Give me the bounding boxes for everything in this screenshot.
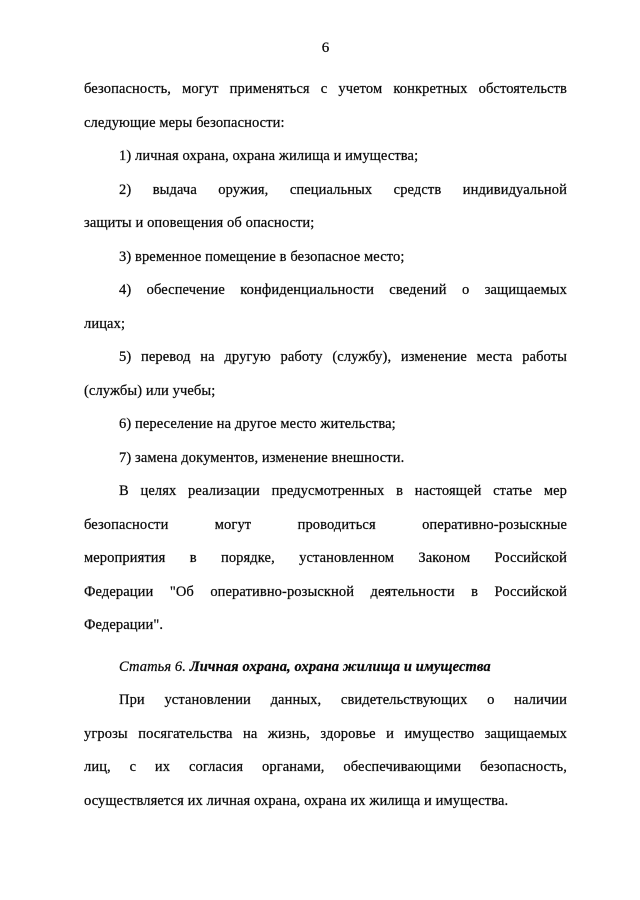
page-number: 6	[321, 40, 330, 56]
text-line: 3) временное помещение в безопасное место;	[119, 248, 405, 265]
text-line: При установлении данных, свидетельствующих о наличии	[119, 692, 567, 708]
text-line: безопасность, могут применяться с учетом конкретных обстоятельств	[84, 81, 567, 97]
article-title: Личная охрана, охрана жилища и имущества	[186, 658, 491, 675]
text-line: 5) перевод на другую работу (службу), изменение места работы	[119, 349, 567, 365]
paragraph-article-6	[84, 684, 567, 818]
text-line: защиты и оповещения об опасности;	[84, 215, 315, 231]
paragraph-operative-measures	[84, 475, 567, 643]
text-line: 2) выдача оружия, специальных средств индивидуальной	[119, 181, 567, 198]
article-heading-line	[84, 651, 567, 685]
text-line: Федерации".	[84, 617, 164, 633]
text-line: 7) замена документов, изменение внешности.	[119, 449, 405, 466]
text-line: безопасности могут проводиться оперативно-розыскные	[84, 516, 567, 533]
list-item-1	[84, 140, 567, 174]
text-line: 1) личная охрана, охрана жилища и имущества;	[119, 148, 419, 164]
text-line: осуществляется их личная охрана, охрана их жилища и имущества.	[84, 792, 509, 809]
list-item-5	[84, 341, 567, 408]
article-number-label: Статья 6.	[119, 658, 186, 675]
list-item-6	[84, 408, 567, 442]
text-line: мероприятия в порядке, установленном Законом Российской	[84, 550, 567, 566]
article-6-heading	[84, 651, 567, 685]
list-item-7	[84, 442, 567, 476]
list-item-2	[84, 174, 567, 241]
text-line: следующие меры безопасности:	[84, 114, 285, 131]
text-line: В целях реализации предусмотренных в настоящей статье мер	[119, 483, 567, 499]
text-line: угрозы посягательства на жизнь, здоровье и имущество защищаемых	[84, 725, 567, 742]
intro-continuation	[84, 73, 567, 140]
text-line: Федерации "Об оперативно-розыскной деятельности в Российской	[84, 583, 567, 600]
list-item-4	[84, 274, 567, 341]
text-line: 6) переселение на другое место жительства;	[119, 416, 396, 432]
list-item-3	[84, 241, 567, 275]
document-body	[84, 73, 567, 818]
text-line: 4) обеспечение конфиденциальности сведений о защищаемых	[119, 282, 567, 298]
text-line: лиц, с их согласия органами, обеспечивающими безопасность,	[84, 759, 567, 775]
text-line: (службы) или учебы;	[84, 382, 216, 399]
text-line: лицах;	[84, 315, 126, 332]
